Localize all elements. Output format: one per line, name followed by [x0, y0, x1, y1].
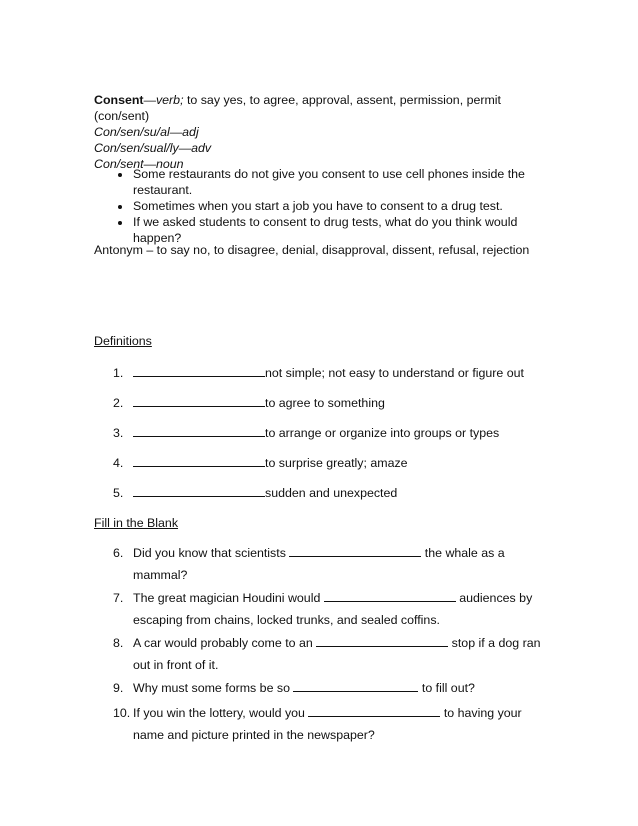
item-number: 8. — [113, 636, 124, 650]
sentence-start: A car would probably come to an — [133, 636, 317, 650]
fill-blank-heading: Fill in the Blank — [94, 516, 179, 530]
fill-item — [133, 635, 541, 651]
fill-item — [133, 705, 522, 721]
sentence-end: the whale as a — [421, 546, 505, 560]
answer-blank[interactable] — [308, 705, 440, 717]
antonym-line: Antonym – to say no, to disagree, denial, disapproval, dissent, refusal, rejection — [94, 243, 530, 257]
example-line: Sometimes when you start a job you have to consent to a drug test. — [133, 199, 503, 213]
sentence-end: audiences by — [455, 591, 533, 605]
vocab-form-adj: Con/sen/su/al—adj — [94, 125, 199, 139]
example-line: If we asked students to consent to drug tests, what do you think would — [133, 215, 518, 229]
vocab-form-noun: Con/sent—noun — [94, 157, 184, 171]
vocab-definition: to say yes, to agree, approval, assent, permission, permit — [183, 93, 502, 107]
item-number: 1. — [113, 366, 124, 380]
sentence-start: If you win the lottery, would you — [133, 706, 309, 720]
definition-text: not simple; not easy to understand or figure out — [265, 366, 524, 380]
item-number: 3. — [113, 426, 124, 440]
vocab-word: Consent — [94, 93, 144, 107]
item-number: 4. — [113, 456, 124, 470]
vocab-header — [94, 92, 501, 108]
definition-item — [133, 365, 524, 381]
answer-blank[interactable] — [133, 455, 265, 467]
example-line-cont: restaurant. — [133, 183, 193, 197]
answer-blank[interactable] — [316, 635, 448, 647]
definitions-heading: Definitions — [94, 334, 152, 348]
answer-blank[interactable] — [324, 590, 456, 602]
sentence-start: Why must some forms be so — [133, 681, 294, 695]
example-line-cont: happen? — [133, 231, 182, 245]
answer-blank[interactable] — [133, 365, 265, 377]
sentence-start: The great magician Houdini would — [133, 591, 324, 605]
fill-item-cont: mammal? — [133, 568, 188, 582]
answer-blank[interactable] — [133, 485, 265, 497]
vocab-form-adv: Con/sen/sual/ly—adv — [94, 141, 212, 155]
item-number: 5. — [113, 486, 124, 500]
definition-text: sudden and unexpected — [265, 486, 398, 500]
definition-text: to arrange or organize into groups or types — [265, 426, 500, 440]
fill-item — [133, 545, 505, 561]
example-line: Some restaurants do not give you consent to use cell phones inside the — [133, 167, 525, 181]
item-number: 6. — [113, 546, 124, 560]
definition-text: to agree to something — [265, 396, 385, 410]
sentence-end: stop if a dog ran — [448, 636, 541, 650]
answer-blank[interactable] — [133, 425, 265, 437]
vocab-syllables: (con/sent) — [94, 109, 150, 123]
vocab-part-of-speech: —verb; — [143, 93, 184, 107]
sentence-start: Did you know that scientists — [133, 546, 290, 560]
fill-item — [133, 680, 475, 696]
fill-item-cont: name and picture printed in the newspaper? — [133, 728, 375, 742]
definition-item — [133, 455, 408, 471]
definition-text: to surprise greatly; amaze — [265, 456, 408, 470]
sentence-end: to having your — [440, 706, 522, 720]
definition-item — [133, 425, 499, 441]
sentence-end: to fill out? — [418, 681, 475, 695]
item-number: 2. — [113, 396, 124, 410]
fill-item — [133, 590, 532, 606]
item-number: 7. — [113, 591, 124, 605]
definition-item — [133, 395, 385, 411]
definition-item — [133, 485, 397, 501]
item-number: 9. — [113, 681, 124, 695]
item-number: 10. — [113, 706, 131, 720]
fill-item-cont: out in front of it. — [133, 658, 219, 672]
answer-blank[interactable] — [133, 395, 265, 407]
answer-blank[interactable] — [289, 545, 421, 557]
answer-blank[interactable] — [293, 680, 418, 692]
fill-item-cont: escaping from chains, locked trunks, and sealed coffins. — [133, 613, 440, 627]
